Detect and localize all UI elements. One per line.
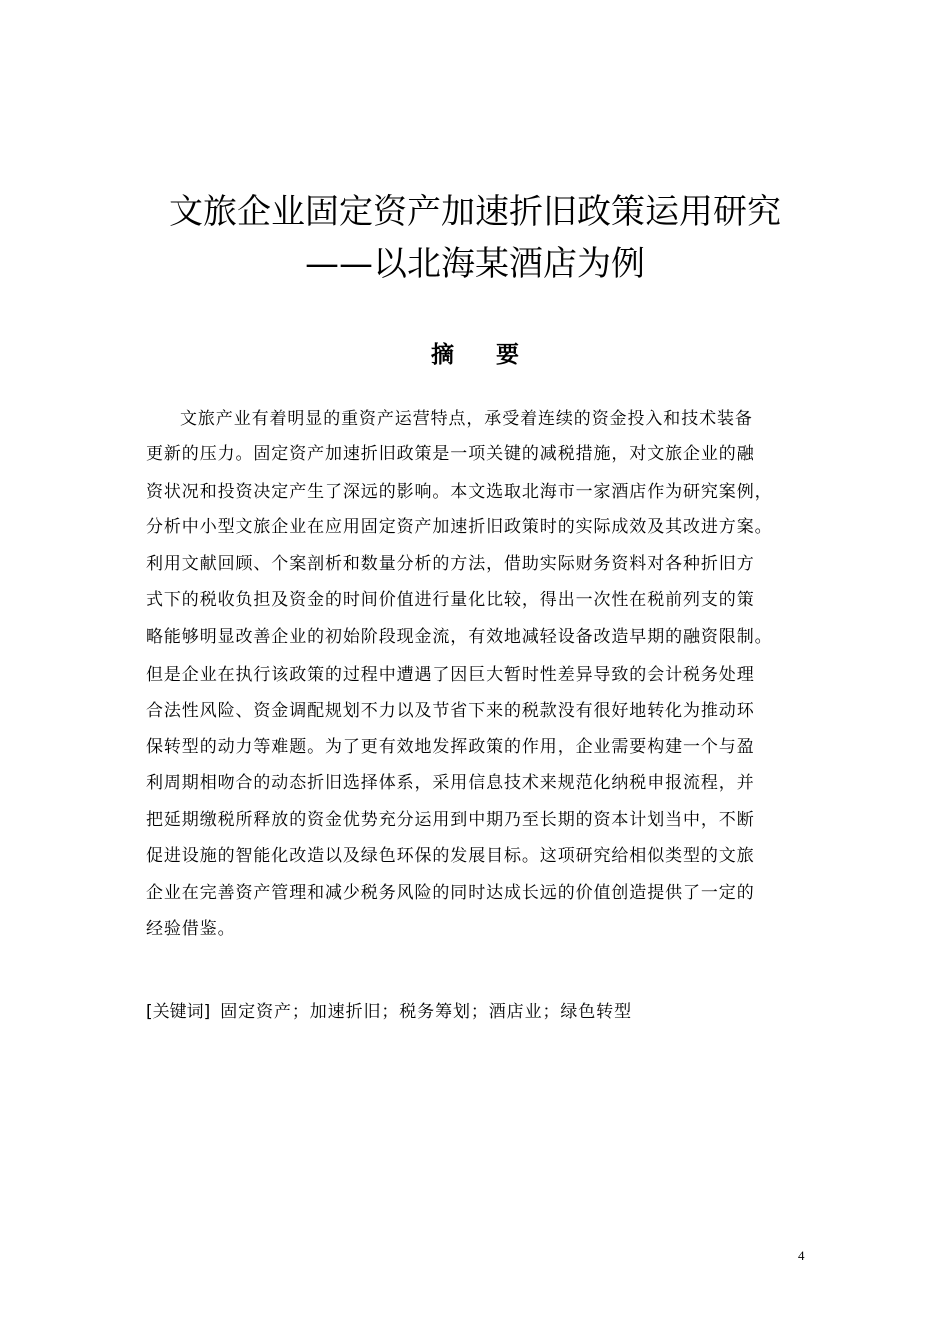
- abstract-line: 文旅产业有着明显的重资产运营特点，承受着连续的资金投入和技术装备: [180, 409, 753, 429]
- abstract-line: 促进设施的智能化改造以及绿色环保的发展目标。这项研究给相似类型的文旅: [146, 846, 755, 866]
- keywords-label: [关键词]: [146, 1002, 211, 1022]
- abstract-line: 略能够明显改善企业的初始阶段现金流，有效地减轻设备改造早期的融资限制。: [146, 627, 773, 647]
- abstract-line: 利周期相吻合的动态折旧选择体系，采用信息技术来规范化纳税申报流程，并: [146, 773, 755, 793]
- keywords: [146, 1000, 632, 1024]
- abstract-line: 保转型的动力等难题。为了更有效地发挥政策的作用，企业需要构建一个与盈: [146, 737, 755, 757]
- paper-title-line-1: 文旅企业固定资产加速折旧政策运用研究: [169, 192, 781, 232]
- page-number: 4: [798, 1248, 805, 1263]
- abstract-line: 经验借鉴。: [146, 919, 236, 939]
- abstract-line: 分析中小型文旅企业在应用固定资产加速折旧政策时的实际成效及其改进方案。: [146, 517, 773, 537]
- abstract-line: 更新的压力。固定资产加速折旧政策是一项关键的减税措施，对文旅企业的融: [146, 444, 755, 464]
- abstract-line: 合法性风险、资金调配规划不力以及节省下来的税款没有很好地转化为推动环: [146, 701, 755, 721]
- abstract-line: 资状况和投资决定产生了深远的影响。本文选取北海市一家酒店作为研究案例，: [146, 482, 773, 502]
- paper-title-line-2: ——以北海某酒店为例: [305, 244, 645, 284]
- abstract-line: 利用文献回顾、个案剖析和数量分析的方法，借助实际财务资料对各种折旧方: [146, 554, 755, 574]
- abstract-line: 但是企业在执行该政策的过程中遭遇了因巨大暂时性差异导致的会计税务处理: [146, 665, 755, 685]
- abstract-line: 把延期缴税所释放的资金优势充分运用到中期乃至长期的资本计划当中，不断: [146, 810, 755, 830]
- abstract-heading: 摘要: [431, 342, 561, 368]
- abstract-line: 企业在完善资产管理和减少税务风险的同时达成长远的价值创造提供了一定的: [146, 883, 755, 903]
- keywords-text: 固定资产；加速折旧；税务筹划；酒店业；绿色转型: [220, 1002, 632, 1022]
- abstract-line: 式下的税收负担及资金的时间价值进行量化比较，得出一次性在税前列支的策: [146, 590, 755, 610]
